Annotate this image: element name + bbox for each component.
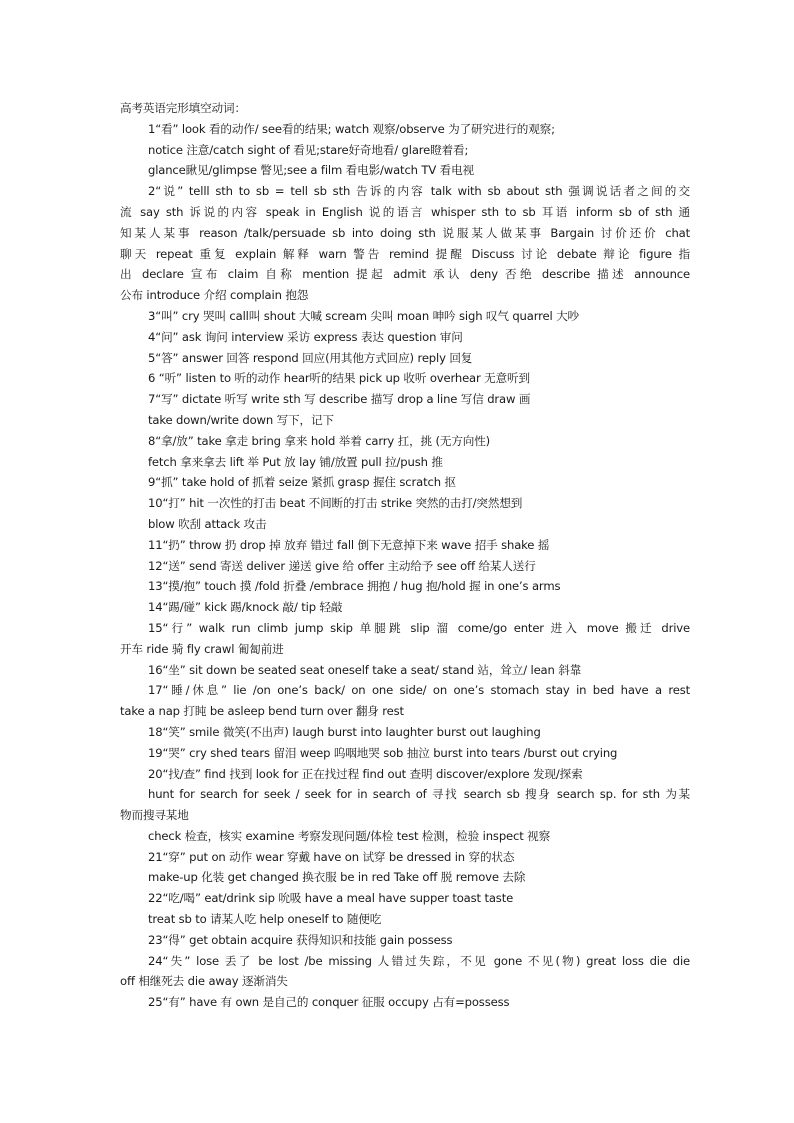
text-line: 9“抓” take hold of 抓着 seize 紧抓 grasp 握住 scratch 抠: [148, 475, 456, 490]
text-line: 11“扔” throw 扔 drop 掉 放弃 错过 fall 倒下无意掉下来 wave 招手 shake 摇: [148, 537, 550, 552]
text-line: notice 注意/catch sight of 看见;stare好奇地看/ glare瞪着看;: [148, 142, 469, 157]
text-line: 聊天 repeat 重复 explain 解释 warn 警告 remind 提醒 Discuss 讨论 debate 辩论 figure 指: [120, 246, 690, 261]
text-line: 18“笑” smile 微笑(不出声) laugh burst into laughter burst out laughing: [148, 724, 541, 739]
text-line: 2“说” telll sth to sb = tell sb sth 告诉的内容 talk with sb about sth 强调说话者之间的交: [148, 184, 690, 199]
text-line: glance瞅见/glimpse 瞥见;see a film 看电影/watch TV 看电视: [148, 163, 474, 178]
text-line: 物而搜寻某地: [120, 808, 189, 823]
text-line: off 相继死去 die away 逐渐消失: [120, 974, 288, 989]
text-line: 4“问” ask 询问 interview 采访 express 表达 question 审问: [148, 329, 463, 344]
text-line: take a nap 打盹 be asleep bend turn over 翻身 rest: [120, 704, 404, 719]
text-line: check 检查，核实 examine 考察发现问题/体检 test 检测，检验 inspect 视察: [148, 828, 551, 843]
text-line: 公布 introduce 介绍 complain 抱怨: [120, 288, 309, 303]
document-page: [120, 98, 690, 1013]
text-line: 知某人某事 reason /talk/persuade sb into doing sth 说服某人做某事 Bargain 讨价还价 chat: [120, 225, 690, 240]
text-line: 17“睡/休息” lie /on one’s back/ on one side/ on one’s stomach stay in bed have a rest: [148, 683, 690, 698]
text-line: 3“叫” cry 哭叫 call叫 shout 大喊 scream 尖叫 moan 呻吟 sigh 叹气 quarrel 大吵: [148, 308, 579, 323]
text-line: make-up 化装 get changed 换衣服 be in red Take off 脱 remove 去除: [148, 870, 526, 885]
text-line: 25“有” have 有 own 是自己的 conquer 征服 occupy 占有=possess: [148, 995, 510, 1010]
text-line: 23“得” get obtain acquire 获得知识和技能 gain possess: [148, 932, 453, 947]
text-line: 14“踢/碰” kick 踢/knock 敲/ tip 轻敲: [148, 600, 343, 615]
text-line: 开车 ride 骑 fly crawl 匍匐前进: [120, 641, 284, 656]
text-line: 22“吃/喝” eat/drink sip 吮吸 have a meal have supper toast taste: [148, 891, 514, 906]
text-line: 20“找/查” find 找到 look for 正在找过程 find out 查明 discover/explore 发现/探索: [148, 766, 583, 781]
text-line: 19“哭” cry shed tears 留泪 weep 呜咽地哭 sob 抽泣 burst into tears /burst out crying: [148, 745, 618, 760]
text-line: 24“失” lose 丢了 be lost /be missing 人错过失踪，不见 gone 不见(物) great loss die die: [148, 953, 690, 968]
text-line: 出 declare 宣布 claim 自称 mention 提起 admit 承认 deny 否绝 describe 描述 announce: [120, 267, 690, 282]
text-line: 5“答” answer 回答 respond 回应(用其他方式回应) reply 回复: [148, 350, 473, 365]
text-line: blow 吹刮 attack 攻击: [148, 516, 267, 531]
text-line: 13“摸/抱” touch 摸 /fold 折叠 /embrace 拥抱 / hug 抱/hold 握 in one’s arms: [148, 579, 561, 594]
text-line: 10“打” hit 一次性的打击 beat 不间断的打击 strike 突然的击打/突然想到: [148, 496, 523, 511]
text-line: 1“看” look 看的动作/ see看的结果; watch 观察/observe 为了研究进行的观察;: [148, 121, 555, 136]
text-line: 8“拿/放” take 拿走 bring 拿来 hold 举着 carry 扛，挑 (无方向性): [148, 433, 491, 448]
text-line: 15“行” walk run climb jump skip 单腿跳 slip 溜 come/go enter 进入 move 搬迁 drive: [148, 620, 690, 635]
text-line: 21“穿” put on 动作 wear 穿戴 have on 试穿 be dressed in 穿的状态: [148, 849, 515, 864]
text-line: take down/write down 写下，记下: [148, 412, 334, 427]
text-line: 流 say sth 诉说的内容 speak in English 说的语言 whisper sth to sb 耳语 inform sb of sth 通: [120, 204, 690, 219]
text-line: 7“写” dictate 听写 write sth 写 describe 描写 drop a line 写信 draw 画: [148, 392, 531, 407]
document-title: 高考英语完形填空动词：: [120, 101, 246, 115]
text-line: 16“坐” sit down be seated seat oneself take a seat/ stand 站，耸立/ lean 斜靠: [148, 662, 582, 677]
text-line: hunt for search for seek / seek for in search of 寻找 search sb 搜身 search sp. for sth 为某: [148, 787, 690, 802]
text-line: 6 “听” listen to 听的动作 hear听的结果 pick up 收听 overhear 无意听到: [148, 371, 530, 386]
text-line: 12“送” send 寄送 deliver 递送 give 给 offer 主动给予 see off 给某人送行: [148, 558, 536, 573]
text-line: treat sb to 请某人吃 help oneself to 随便吃: [148, 912, 382, 927]
text-line: fetch 拿来拿去 lift 举 Put 放 lay 铺/放置 pull 拉/push 推: [148, 454, 443, 469]
